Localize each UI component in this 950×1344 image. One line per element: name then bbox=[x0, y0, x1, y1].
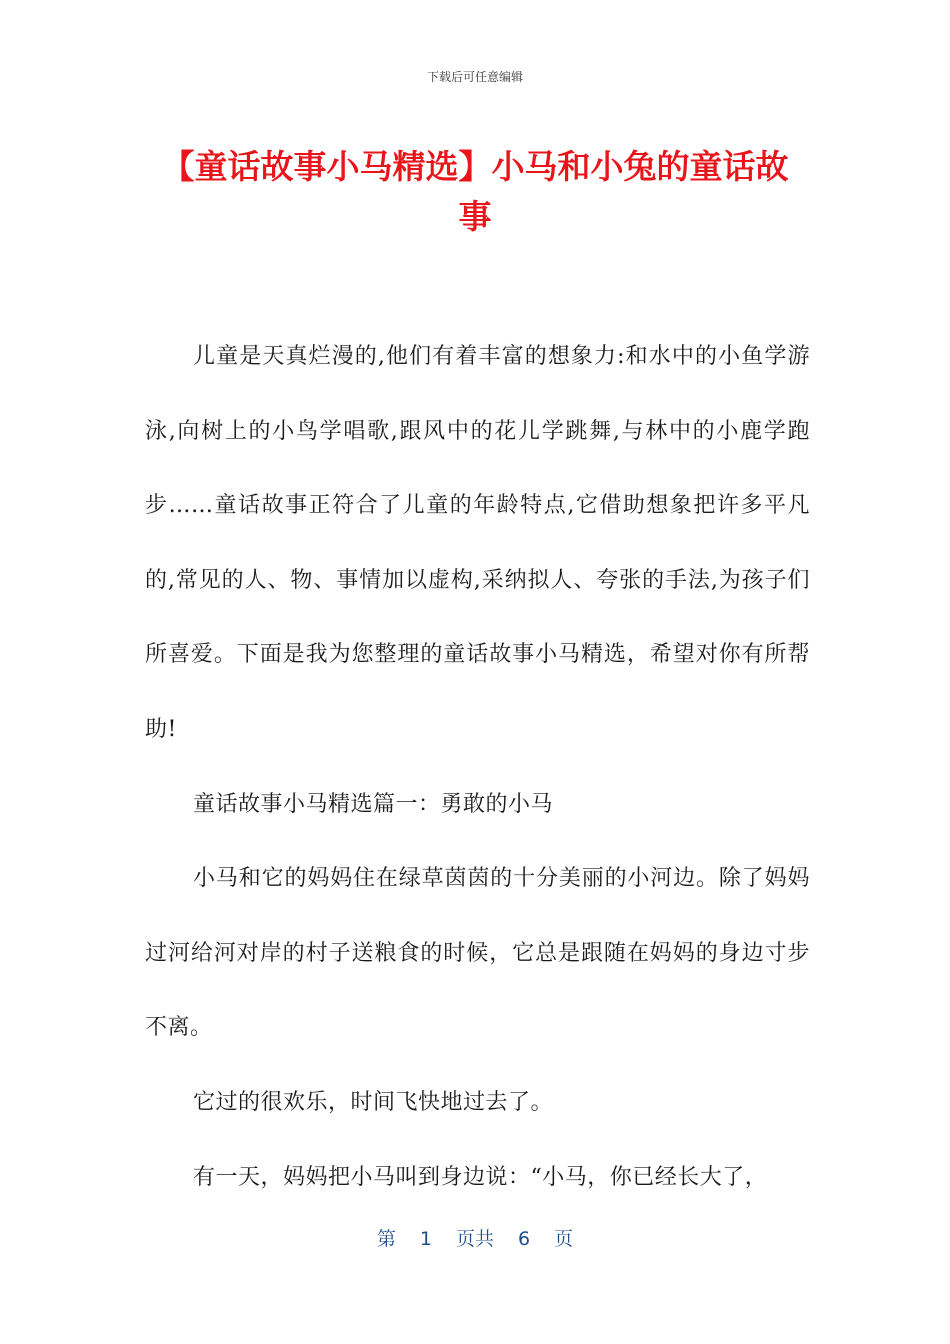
footer-suffix: 页 bbox=[554, 1228, 574, 1250]
document-body bbox=[145, 320, 810, 1215]
document-title bbox=[130, 142, 820, 242]
paragraph-story-3: 有一天，妈妈把小马叫到身边说：“小马，你已经长大了， bbox=[193, 1164, 768, 1190]
footer-middle: 页共 bbox=[455, 1228, 494, 1250]
paragraph-story-2: 它过的很欢乐，时间飞快地过去了。 bbox=[193, 1089, 554, 1115]
paragraph-story-1: 小马和它的妈妈住在绿草茵茵的十分美丽的小河边。除了妈妈过河给河对岸的村子送粮食的时候，它总是跟随在妈妈的身边寸步不离。 bbox=[145, 866, 810, 1041]
footer-prefix: 第 bbox=[376, 1228, 396, 1250]
title-line-1: 【童话故事小马精选】小马和小兔的童话故 bbox=[161, 147, 789, 186]
title-line-2: 事 bbox=[458, 197, 492, 236]
footer-page-total: 6 bbox=[518, 1228, 531, 1250]
page-footer bbox=[0, 1224, 950, 1251]
footer-page-current: 1 bbox=[419, 1228, 432, 1250]
paragraph-intro: 儿童是天真烂漫的,他们有着丰富的想象力:和水中的小鱼学游泳,向树上的小鸟学唱歌,跟风中的花儿学跳舞,与林中的小鹿学跑步……童话故事正符合了儿童的年龄特点,它借助想象把许多平凡的,常见的人、物、事情加以虚构,采纳拟人、夸张的手法,为孩子们所喜爱。下面是我为您整理的童话故事小马精选，希望对你有所帮助! bbox=[145, 344, 810, 742]
header-note: 下载后可任意编辑 bbox=[426, 70, 523, 84]
paragraph-section-heading: 童话故事小马精选篇一：勇敢的小马 bbox=[193, 791, 554, 817]
